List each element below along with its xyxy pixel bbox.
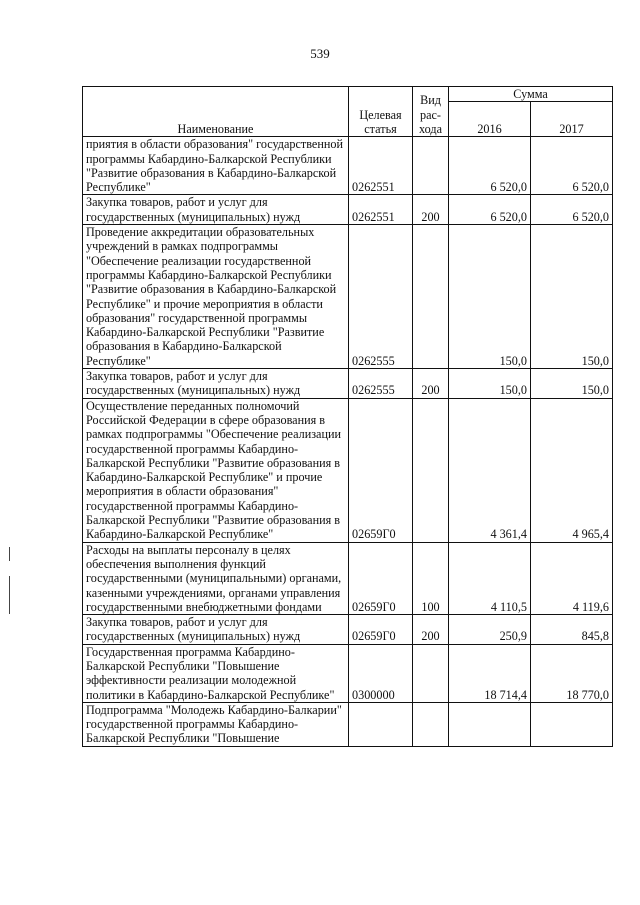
row-code: 02659Г0	[349, 542, 413, 614]
table-row	[83, 615, 613, 645]
row-code: 02659Г0	[349, 615, 413, 645]
row-kind: 200	[413, 615, 449, 645]
row-sum-2017: 150,0	[531, 225, 613, 369]
row-sum-2016: 18 714,4	[449, 644, 531, 702]
header-year-2017: 2017	[531, 102, 613, 137]
row-sum-2017: 4 119,6	[531, 542, 613, 614]
row-kind	[413, 398, 449, 542]
row-code: 0262555	[349, 369, 413, 399]
row-name: Государственная программа Кабардино-Балкарской Республики "Повышение эффективности реализации молодежной политики в Кабардино-Балкарской Республике"	[83, 644, 349, 702]
table-row	[83, 702, 613, 746]
row-code: 0262555	[349, 225, 413, 369]
page-number: 539	[310, 46, 330, 61]
table-row	[83, 137, 613, 195]
header-year-2016: 2016	[449, 102, 531, 137]
row-sum-2016: 6 520,0	[449, 195, 531, 225]
row-name: Подпрограмма "Молодежь Кабардино-Балкарии" государственной программы Кабардино-Балкарской Республики "Повышение	[83, 702, 349, 746]
row-sum-2017: 6 520,0	[531, 137, 613, 195]
row-name: приятия в области образования" государственной программы Кабардино-Балкарской Республики "Развитие образования в Кабардино-Балкарской Республике"	[83, 137, 349, 195]
row-sum-2016	[449, 702, 531, 746]
header-name: Наименование	[83, 87, 349, 137]
table-row	[83, 398, 613, 542]
table-row	[83, 195, 613, 225]
row-sum-2017: 845,8	[531, 615, 613, 645]
table-row	[83, 644, 613, 702]
row-kind: 200	[413, 369, 449, 399]
row-sum-2016: 6 520,0	[449, 137, 531, 195]
row-kind	[413, 702, 449, 746]
row-name: Проведение аккредитации образовательных учреждений в рамках подпрограммы "Обеспечение реализации государственной программы Кабардино-Балкарской Республики "Развитие образования в Кабардино-Балкарской Республике" и прочие мероприятия в области образования" государственной программы Кабардино-Балкарской Республики "Развитие образования в Кабардино-Балкарской Республике"	[83, 225, 349, 369]
row-name: Расходы на выплаты персоналу в целях обеспечения выполнения функций государственными (муниципальными) органами, казенными учреждениями, органами управления государственными внебюджетными фондами	[83, 542, 349, 614]
table-header	[83, 87, 613, 137]
row-code: 0262551	[349, 195, 413, 225]
row-kind: 200	[413, 195, 449, 225]
row-sum-2016: 150,0	[449, 369, 531, 399]
row-code: 0300000	[349, 644, 413, 702]
margin-mark-upper	[9, 547, 10, 561]
header-target-article: Целевая статья	[349, 87, 413, 137]
row-sum-2017: 4 965,4	[531, 398, 613, 542]
row-code	[349, 702, 413, 746]
row-code: 02659Г0	[349, 398, 413, 542]
row-kind	[413, 644, 449, 702]
budget-table	[82, 86, 613, 747]
margin-mark-lower	[9, 576, 10, 614]
row-kind	[413, 137, 449, 195]
row-code: 0262551	[349, 137, 413, 195]
row-name: Осуществление переданных полномочий Российской Федерации в сфере образования в рамках подпрограммы "Обеспечение реализации государственной программы Кабардино-Балкарской Республики "Развитие образования в Кабардино-Балкарской Республике" и прочие мероприятия в области образования" государственной программы Кабардино-Балкарской Республики "Развитие образования в Кабардино-Балкарской Республике"	[83, 398, 349, 542]
row-sum-2017: 18 770,0	[531, 644, 613, 702]
header-sum: Сумма	[449, 87, 613, 102]
row-kind: 100	[413, 542, 449, 614]
row-name: Закупка товаров, работ и услуг для государственных (муниципальных) нужд	[83, 195, 349, 225]
row-sum-2017: 6 520,0	[531, 195, 613, 225]
table-row	[83, 225, 613, 369]
row-sum-2016: 4 110,5	[449, 542, 531, 614]
row-sum-2016: 250,9	[449, 615, 531, 645]
table-row	[83, 542, 613, 614]
row-sum-2017: 150,0	[531, 369, 613, 399]
row-sum-2017	[531, 702, 613, 746]
row-sum-2016: 4 361,4	[449, 398, 531, 542]
header-expense-type: Вид рас-хода	[413, 87, 449, 137]
row-name: Закупка товаров, работ и услуг для государственных (муниципальных) нужд	[83, 615, 349, 645]
row-sum-2016: 150,0	[449, 225, 531, 369]
row-name: Закупка товаров, работ и услуг для государственных (муниципальных) нужд	[83, 369, 349, 399]
row-kind	[413, 225, 449, 369]
table-row	[83, 369, 613, 399]
